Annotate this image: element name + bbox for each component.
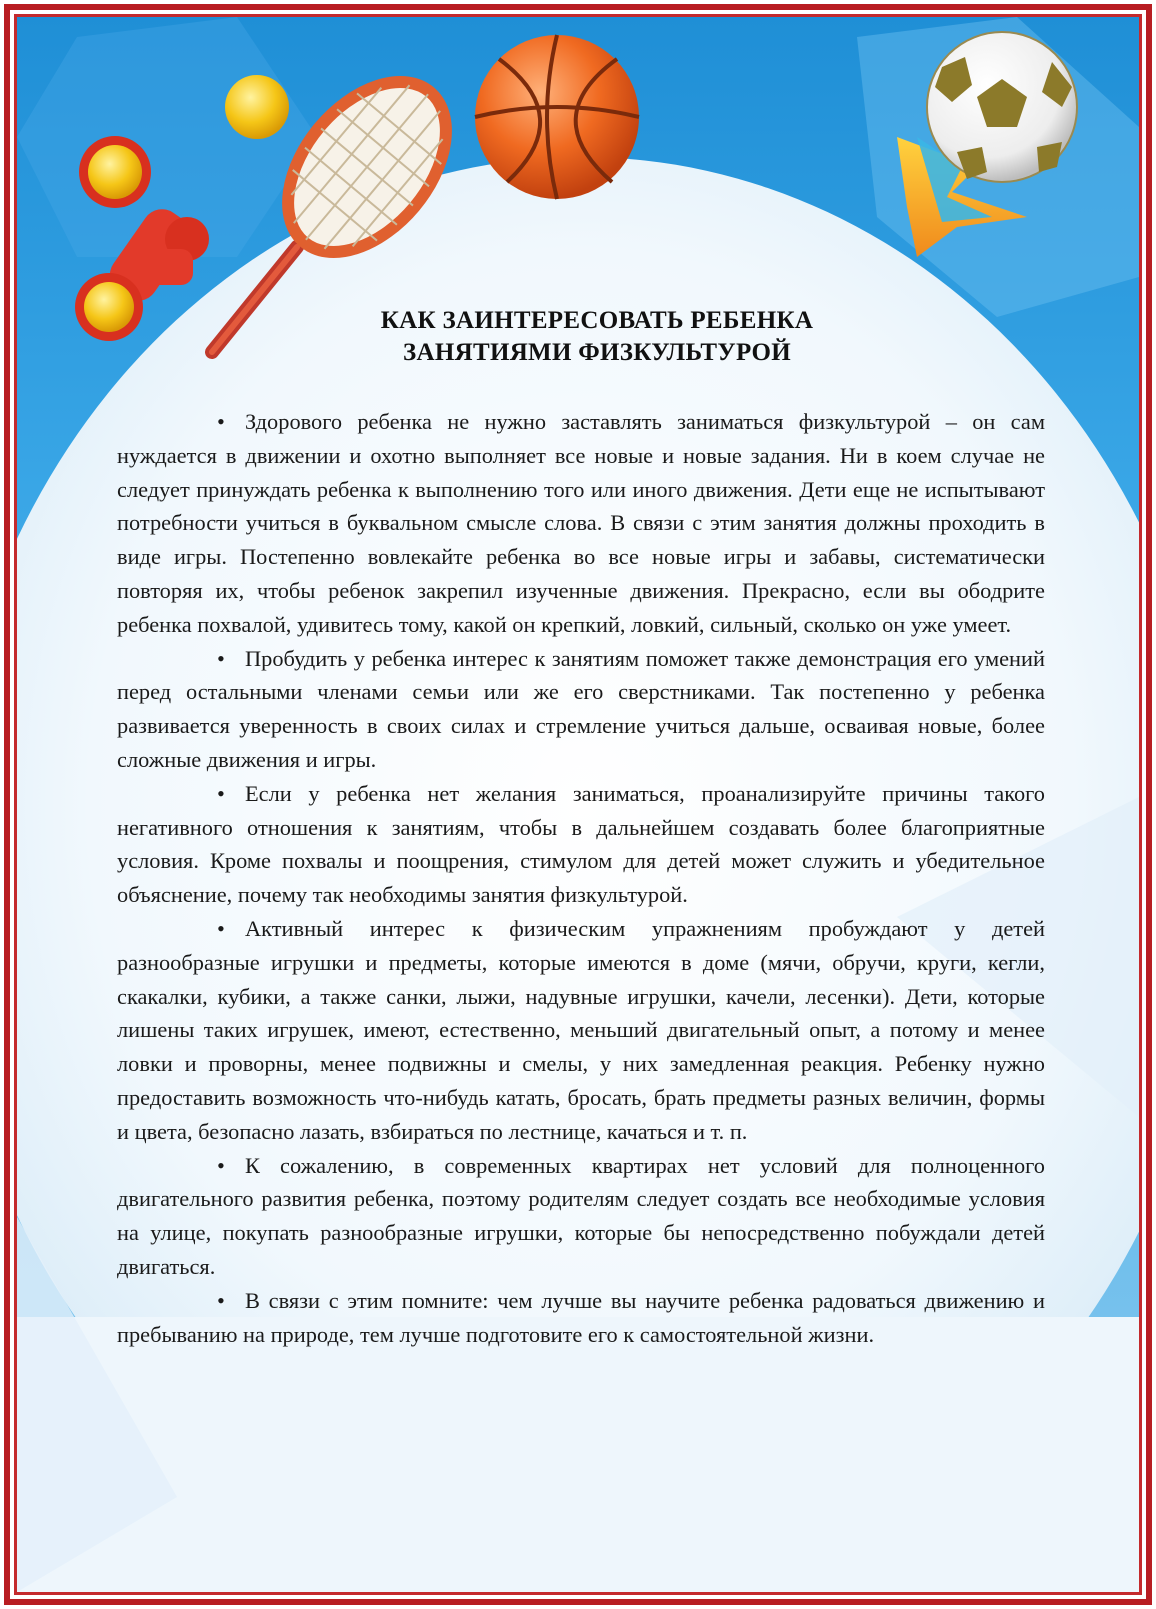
article-body <box>117 405 1045 1351</box>
paragraph-3 <box>117 777 1045 912</box>
bullet-icon: • <box>217 915 225 941</box>
tennis-ball-icon <box>225 75 289 139</box>
title-line-2: ЗАНЯТИЯМИ ФИЗКУЛЬТУРОЙ <box>403 339 791 366</box>
bullet-icon: • <box>217 645 225 671</box>
paragraph-text: К сожалению, в современных квартирах нет условий для полноценного двигательного развития ребенка, поэтому родителям следует создать все необходимые условия на улице, покупать разнообразные игрушки, которые бы непосредственно побуждали детей двигаться. <box>117 1152 1045 1279</box>
title-line-1: КАК ЗАИНТЕРЕСОВАТЬ РЕБЕНКА <box>380 307 814 334</box>
paragraph-1 <box>117 405 1045 642</box>
paragraph-text: Здорового ребенка не нужно заставлять заниматься физкультурой – он сам нуждается в движении и охотно выполняет все новые и новые задания. Ни в коем случае не следует принуждать ребенка к выполнению того или иного движения. Дети еще не испытывают потребности учиться в буквальном смысле слова. В связи с этим занятия должны проходить в виде игры. Постепенно вовлекайте ребенка во все новые игры и забавы, систематически повторяя их, чтобы ребенок закрепил изученные движения. Прекрасно, если вы ободрите ребенка похвалой, удивитесь тому, какой он крепкий, ловкий, сильный, сколько он уже умеет. <box>117 409 1045 637</box>
paragraph-5 <box>117 1149 1045 1284</box>
paragraph-text: Если у ребенка нет желания заниматься, проанализируйте причины такого негативного отношения к занятиям, чтобы в дальнейшем создавать более благоприятные условия. Кроме похвалы и поощрения, стимулом для детей может служить и убедительное объяснение, почему так необходимы занятия физкультурой. <box>117 780 1045 908</box>
poster-panel <box>14 14 1142 1595</box>
paragraph-6 <box>117 1284 1045 1352</box>
paragraph-text: В связи с этим помните: чем лучше вы научите ребенка радоваться движению и пребыванию на природе, тем лучше подготовите его к самостоятельной жизни. <box>117 1287 1045 1347</box>
bullet-icon: • <box>217 1287 225 1313</box>
paragraph-2 <box>117 642 1045 777</box>
paragraph-text: Активный интерес к физическим упражнениям пробуждают у детей разнообразные игрушки и предметы, которые имеются в доме (мячи, обручи, круги, кегли, скакалки, кубики, а также санки, лыжи, надувные игрушки, качели, лесенки). Дети, которые лишены таких игрушек, имеют, естественно, меньший двигательный опыт, а потому и менее ловки и проворны, менее подвижны и смелы, у них замедленная реакция. Ребенку нужно предоставить возможность что-нибудь катать, бросать, брать предметы разных величин, формы и цвета, безопасно лазать, взбираться по лестнице, качаться и т. п. <box>117 915 1045 1144</box>
bullet-icon: • <box>217 409 225 434</box>
paragraph-text: Пробудить у ребенка интерес к занятиям поможет также демонстрация его умений перед остальными членами семьи или же его сверстниками. Так постепенно у ребенка развивается уверенность в своих силах и стремление учиться дальше, осваивая новые, более сложные движения и игры. <box>117 645 1045 772</box>
basketball-icon <box>475 35 639 199</box>
page-title <box>317 305 877 369</box>
paragraph-4 <box>117 912 1045 1149</box>
panel-bottom-fill <box>17 1317 1139 1592</box>
bullet-icon: • <box>217 1152 225 1178</box>
bullet-icon: • <box>217 780 225 806</box>
